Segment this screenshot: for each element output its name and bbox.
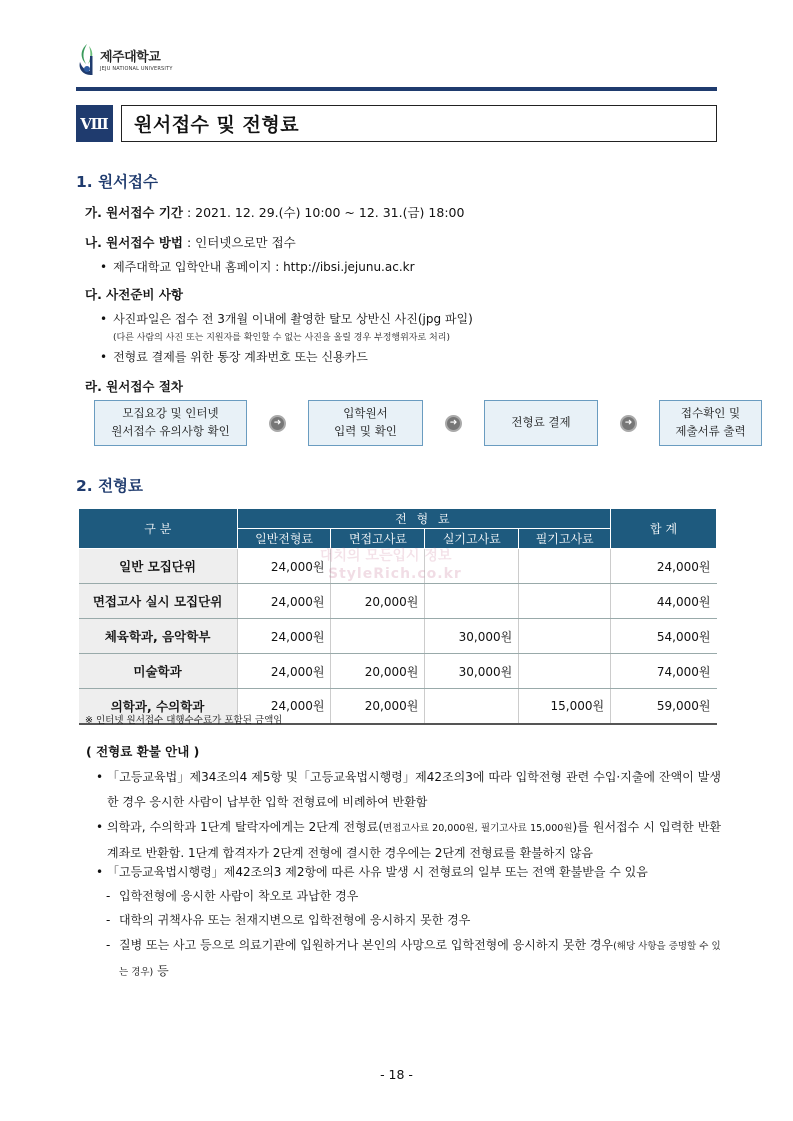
photo-note: (다른 사람의 사진 또는 지원자를 확인할 수 없는 사진을 올릴 경우 부정행위자로 처리) (113, 333, 450, 343)
refund-paragraph-3-text: 「고등교육법시행령」제42조의3 제2항에 따른 사유 발생 시 전형료의 일부 또는 전액 환불받을 수 있음 (107, 865, 648, 879)
photo-bullet: • 사진파일은 접수 전 3개월 이내에 촬영한 탈모 상반신 사진(jpg 파일) (100, 310, 473, 327)
university-logo (76, 42, 173, 80)
flow-arrow-icon: ➜ (269, 415, 286, 432)
fee-footnote: ※ 인터넷 원서접수 대행수수료가 포함된 금액임 (85, 715, 283, 726)
refund-paragraph-2: • 의학과, 수의학과 1단계 탈락자에게는 2단계 전형료(면접고사료 20,000원, 필기고사료 15,000원)를 원서접수 시 입력한 반환계좌로 반환함. 1단계 합격자가 2단계 전형에 결시한 경우에는 2단계 전형료를 환불하지 않음 (96, 820, 722, 860)
logo-name-ko: 제주대학교 (100, 49, 161, 65)
header-col-general: 일반전형료 (237, 529, 331, 549)
flow-arrow-icon: ➜ (620, 415, 637, 432)
refund-case-3: - 질병 또는 사고 등으로 의료기관에 입원하거나 본인의 사망으로 입학전형에 응시하지 못한 경우(해당 사항을 증명할 수 있는 경우) 등 (106, 938, 721, 978)
refund-case-1-text: 입학전형에 응시한 사람이 착오로 과납한 경우 (119, 889, 359, 903)
cell (425, 689, 519, 724)
row-total: 24,000원 (611, 549, 717, 584)
cell (519, 584, 611, 619)
row-name: 면접고사 실시 모집단위 (79, 584, 238, 619)
procedure-heading (85, 377, 183, 395)
cell: 30,000원 (425, 619, 519, 654)
cell: 24,000원 (237, 619, 331, 654)
refund-paragraph-3: • 「고등교육법시행령」제42조의3 제2항에 따른 사유 발생 시 전형료의 일부 또는 전액 환불받을 수 있음 (96, 860, 721, 885)
flow-step-3 (484, 400, 598, 446)
cell: 24,000원 (237, 689, 331, 724)
application-period (85, 203, 464, 221)
section-1-title: 1. 원서접수 (76, 173, 158, 191)
watermark-line1: 대치의 모든입시 정보 (320, 548, 452, 564)
refund-p2-a: 의학과, 수의학과 1단계 탈락자에게는 2단계 전형료( (107, 820, 384, 834)
chapter-number: Ⅷ (76, 105, 113, 142)
application-period-value: : 2021. 12. 29.(수) 10:00 ~ 12. 31.(금) 18:00 (182, 205, 465, 220)
cell: 20,000원 (331, 654, 425, 689)
refund-case-2: - 대학의 귀책사유 또는 천재지변으로 입학전형에 응시하지 못한 경우 (106, 908, 721, 932)
row-name: 일반 모집단위 (79, 549, 238, 584)
row-total: 59,000원 (611, 689, 717, 724)
refund-paragraph-1-text: 「고등교육법」제34조의4 제5항 및「고등교육법시행령」제42조의3에 따라 입학전형 관련 수입·지출에 잔액이 발생한 경우 응시한 사람이 납부한 입학 전형료에 비례하여 반환함 (107, 770, 721, 809)
preparation-label: 다. 사전준비 사항 (85, 287, 183, 302)
flow-step-1 (94, 400, 247, 446)
chapter-heading (76, 105, 717, 142)
cell: 24,000원 (237, 584, 331, 619)
cell (519, 619, 611, 654)
row-total: 74,000원 (611, 654, 717, 689)
logo-emblem-icon (76, 42, 98, 80)
header-category: 구 분 (79, 509, 238, 549)
application-method-label: 나. 원서접수 방법 (85, 235, 183, 250)
table-row (79, 584, 717, 619)
row-total: 44,000원 (611, 584, 717, 619)
flow-step-2-line2: 입력 및 확인 (334, 424, 397, 438)
cell: 20,000원 (331, 689, 425, 724)
homepage-bullet: • 제주대학교 입학안내 홈페이지 : http://ibsi.jejunu.ac.kr (100, 258, 415, 275)
row-total: 54,000원 (611, 619, 717, 654)
cell: 24,000원 (237, 549, 331, 584)
flow-step-2-line1: 입학원서 (343, 406, 388, 421)
header-col-practical: 실기고사료 (425, 529, 519, 549)
cell (519, 549, 611, 584)
flow-step-2 (308, 400, 423, 446)
application-period-label: 가. 원서접수 기간 (85, 205, 183, 220)
cell: 30,000원 (425, 654, 519, 689)
row-name: 의학과, 수의학과 (79, 689, 238, 724)
refund-p2-b: 면접고사료 20,000원, 필기고사료 15,000원 (383, 823, 573, 834)
fee-table (78, 508, 717, 725)
header-fee-group: 전 형 료 (237, 509, 611, 529)
procedure-flow (94, 400, 762, 446)
refund-case-3-b: (해당 사항을 증명할 수 있는 경우) (119, 941, 721, 978)
flow-step-1-line2: 원서접수 유의사항 확인 (111, 424, 230, 438)
refund-title: ( 전형료 환불 안내 ) (86, 744, 200, 759)
cell: 24,000원 (237, 654, 331, 689)
chapter-title: 원서접수 및 전형료 (121, 105, 717, 142)
cell (331, 619, 425, 654)
flow-step-3-line1: 전형료 결제 (511, 415, 571, 430)
flow-step-1-line1: 모집요강 및 인터넷 (122, 406, 219, 421)
cell (425, 584, 519, 619)
application-method (85, 233, 296, 251)
header-col-written: 필기고사료 (519, 529, 611, 549)
table-row (79, 654, 717, 689)
header-rule (76, 87, 717, 91)
watermark-line2: StyleRich.co.kr (328, 566, 462, 582)
refund-case-3-a: 질병 또는 사고 등으로 의료기관에 입원하거나 본인의 사망으로 입학전형에 응시하지 못한 경우 (119, 938, 614, 952)
flow-step-4 (659, 400, 762, 446)
refund-case-2-text: 대학의 귀책사유 또는 천재지변으로 입학전형에 응시하지 못한 경우 (119, 913, 471, 927)
payment-bullet: • 전형료 결제를 위한 통장 계좌번호 또는 신용카드 (100, 348, 368, 365)
row-name: 미술학과 (79, 654, 238, 689)
section-2-title: 2. 전형료 (76, 477, 143, 495)
flow-arrow-icon: ➜ (445, 415, 462, 432)
page-number: - 18 - (380, 1067, 413, 1082)
refund-p2-c: )를 원서접수 시 입력한 반환계좌로 반환함. 1단계 합격자가 2단계 전형에 결시한 경우에는 2단계 전형료를 환불하지 않음 (107, 820, 722, 860)
refund-case-1: - 입학전형에 응시한 사람이 착오로 과납한 경우 (106, 884, 721, 908)
table-row (79, 619, 717, 654)
preparation-heading (85, 285, 183, 303)
cell: 15,000원 (519, 689, 611, 724)
header-total: 합 계 (611, 509, 717, 549)
refund-case-3-c: 등 (153, 964, 169, 978)
refund-paragraph-1: • 「고등교육법」제34조의4 제5항 및「고등교육법시행령」제42조의3에 따라 입학전형 관련 수입·지출에 잔액이 발생한 경우 응시한 사람이 납부한 입학 전형료에 비례하여 반환함 (96, 765, 721, 815)
cell (519, 654, 611, 689)
procedure-label: 라. 원서접수 절차 (85, 379, 183, 394)
flow-step-4-line2: 제출서류 출력 (675, 424, 746, 438)
application-method-value: : 인터넷으로만 접수 (182, 235, 296, 250)
logo-name-en: JEJU NATIONAL UNIVERSITY (100, 65, 173, 72)
header-col-interview: 면접고사료 (331, 529, 425, 549)
flow-step-4-line1: 접수확인 및 (680, 406, 741, 421)
row-name: 체육학과, 음악학부 (79, 619, 238, 654)
cell: 20,000원 (331, 584, 425, 619)
